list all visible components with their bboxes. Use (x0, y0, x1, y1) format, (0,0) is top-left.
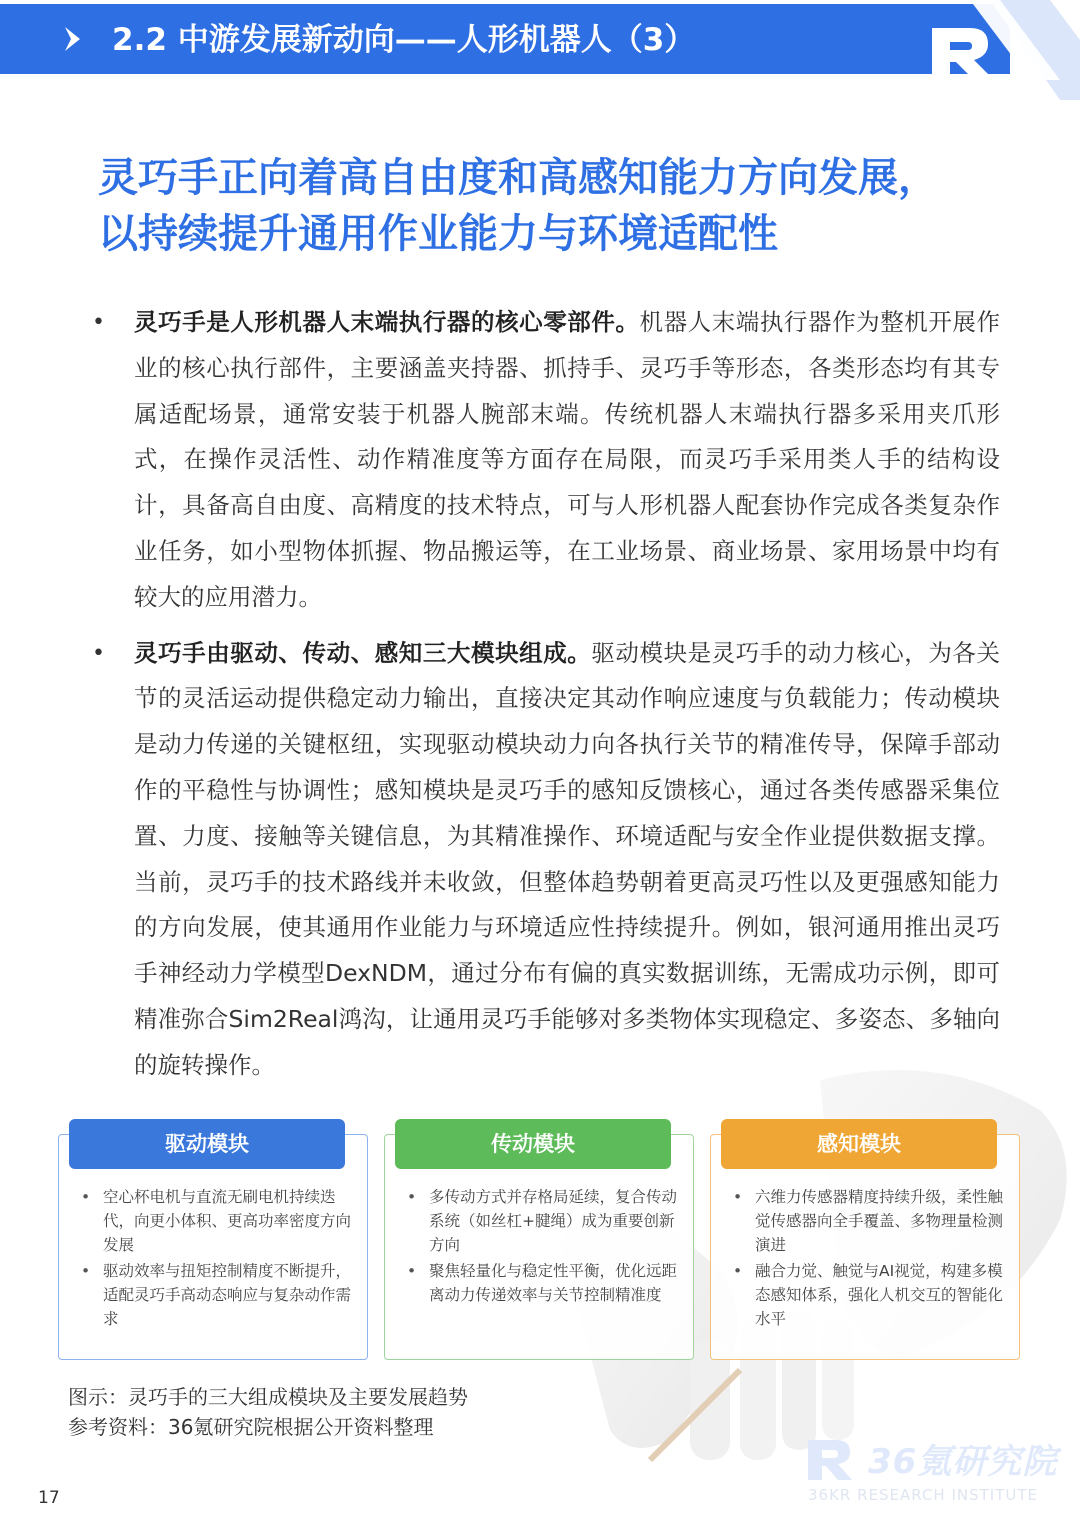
bullet-text: 机器人末端执行器作为整机开展作业的核心执行部件，主要涵盖夹持器、抓持手、灵巧手等形态，各类形态均有其专属适配场景，通常安装于机器人腕部末端。传统机器人末端执行器多采用夹爪形式，在操作灵活性、动作精准度等方面存在局限，而灵巧手采用类人手的结构设计，具备高自由度、高精度的技术特点，可与人形机器人配套协作完成各类复杂作业任务，如小型物体抓握、物品搬运等，在工业场景、商业场景、家用场景中均有较大的应用潜力。 (134, 308, 1000, 611)
module-point-text: 六维力传感器精度持续升级，柔性触觉传感器向全手覆盖、多物理量检测演进 (755, 1188, 1004, 1254)
page-title-line1: 灵巧手正向着高自由度和高感知能力方向发展， (98, 155, 938, 201)
module-card-points (75, 1185, 353, 1331)
module-card-perception (710, 1134, 1020, 1360)
bullet-lead: 灵巧手是人形机器人末端执行器的核心零部件。 (134, 308, 640, 336)
page-title (98, 150, 1018, 262)
bullet-dot-icon: • (81, 1262, 91, 1280)
bullet-dot-icon: • (92, 310, 105, 335)
module-point-text: 空心杯电机与直流无刷电机持续迭代，向更小体积、更高功率密度方向发展 (103, 1188, 352, 1254)
bullet-dot-icon: • (407, 1262, 417, 1280)
module-card-title: 传动模块 (395, 1119, 671, 1169)
bullet-dot-icon: • (81, 1188, 91, 1206)
page-title-line2: 以持续提升通用作业能力与环境适配性 (98, 211, 778, 257)
header-band (0, 0, 1080, 80)
module-point-text: 驱动效率与扭矩控制精度不断提升，适配灵巧手高动态响应与复杂动作需求 (103, 1262, 352, 1328)
module-point (727, 1259, 1005, 1331)
page-number: 17 (38, 1488, 60, 1508)
bullet-dot-icon: • (733, 1262, 743, 1280)
footer-logo (806, 1432, 1056, 1514)
module-card-transmission (384, 1134, 694, 1360)
module-point (75, 1259, 353, 1331)
module-point (401, 1259, 679, 1307)
chevron-right-icon (62, 24, 86, 54)
bullet-text: 驱动模块是灵巧手的动力核心，为各关节的灵活运动提供稳定动力输出，直接决定其动作响应速度与负载能力；传动模块是动力传递的关键枢纽，实现驱动模块动力向各执行关节的精准传导，保障手部动作的平稳性与协调性；感知模块是灵巧手的感知反馈核心，通过各类传感器采集位置、力度、接触等关键信息，为其精准操作、环境适配与安全作业提供数据支撑。当前，灵巧手的技术路线并未收敛，但整体趋势朝着更高灵巧性以及更强感知能力的方向发展，使其通用作业能力与环境适应性持续提升。例如，银河通用推出灵巧手神经动力学模型DexNDM，通过分布有偏的真实数据训练，无需成功示例，即可精准弥合Sim2Real鸿沟，让通用灵巧手能够对多类物体实现稳定、多姿态、多轴向的旋转操作。 (134, 638, 1001, 1079)
module-point-text: 聚焦轻量化与稳定性平衡，优化远距离动力传递效率与关节控制精准度 (429, 1262, 678, 1304)
footer-brand: 36氪研究院 (868, 1442, 1058, 1482)
body-bullet-item (88, 300, 1000, 621)
bullet-dot-icon: • (92, 640, 105, 666)
body-bullet-list (88, 300, 1000, 1089)
bullet-dot-icon: • (733, 1188, 743, 1206)
module-point (401, 1185, 679, 1257)
module-card-points (401, 1185, 679, 1307)
source-caption: 参考资料：36氪研究院根据公开资料整理 (68, 1415, 434, 1439)
module-card-title: 感知模块 (721, 1119, 997, 1169)
module-cards (56, 1118, 1024, 1360)
module-card-title: 驱动模块 (69, 1119, 345, 1169)
brand-logo-icon (900, 0, 1080, 100)
module-point-text: 融合力觉、触觉与AI视觉，构建多模态感知体系，强化人机交互的智能化水平 (755, 1262, 1004, 1328)
module-point (727, 1185, 1005, 1257)
bullet-lead: 灵巧手由驱动、传动、感知三大模块组成。 (134, 638, 592, 667)
module-point (75, 1185, 353, 1257)
section-title: 2.2 中游发展新动向——人形机器人（3） (112, 22, 696, 58)
module-card-drive (58, 1134, 368, 1360)
bullet-dot-icon: • (407, 1188, 417, 1206)
brand-mark-icon (806, 1436, 854, 1482)
module-point-text: 多传动方式并存格局延续，复合传动系统（如丝杠+腱绳）成为重要创新方向 (429, 1188, 678, 1254)
footer-brand-en: 36KR RESEARCH INSTITUTE (808, 1486, 1039, 1504)
figure-caption: 图示：灵巧手的三大组成模块及主要发展趋势 (68, 1385, 468, 1409)
module-card-points (727, 1185, 1005, 1331)
body-bullet-item (88, 631, 1000, 1089)
